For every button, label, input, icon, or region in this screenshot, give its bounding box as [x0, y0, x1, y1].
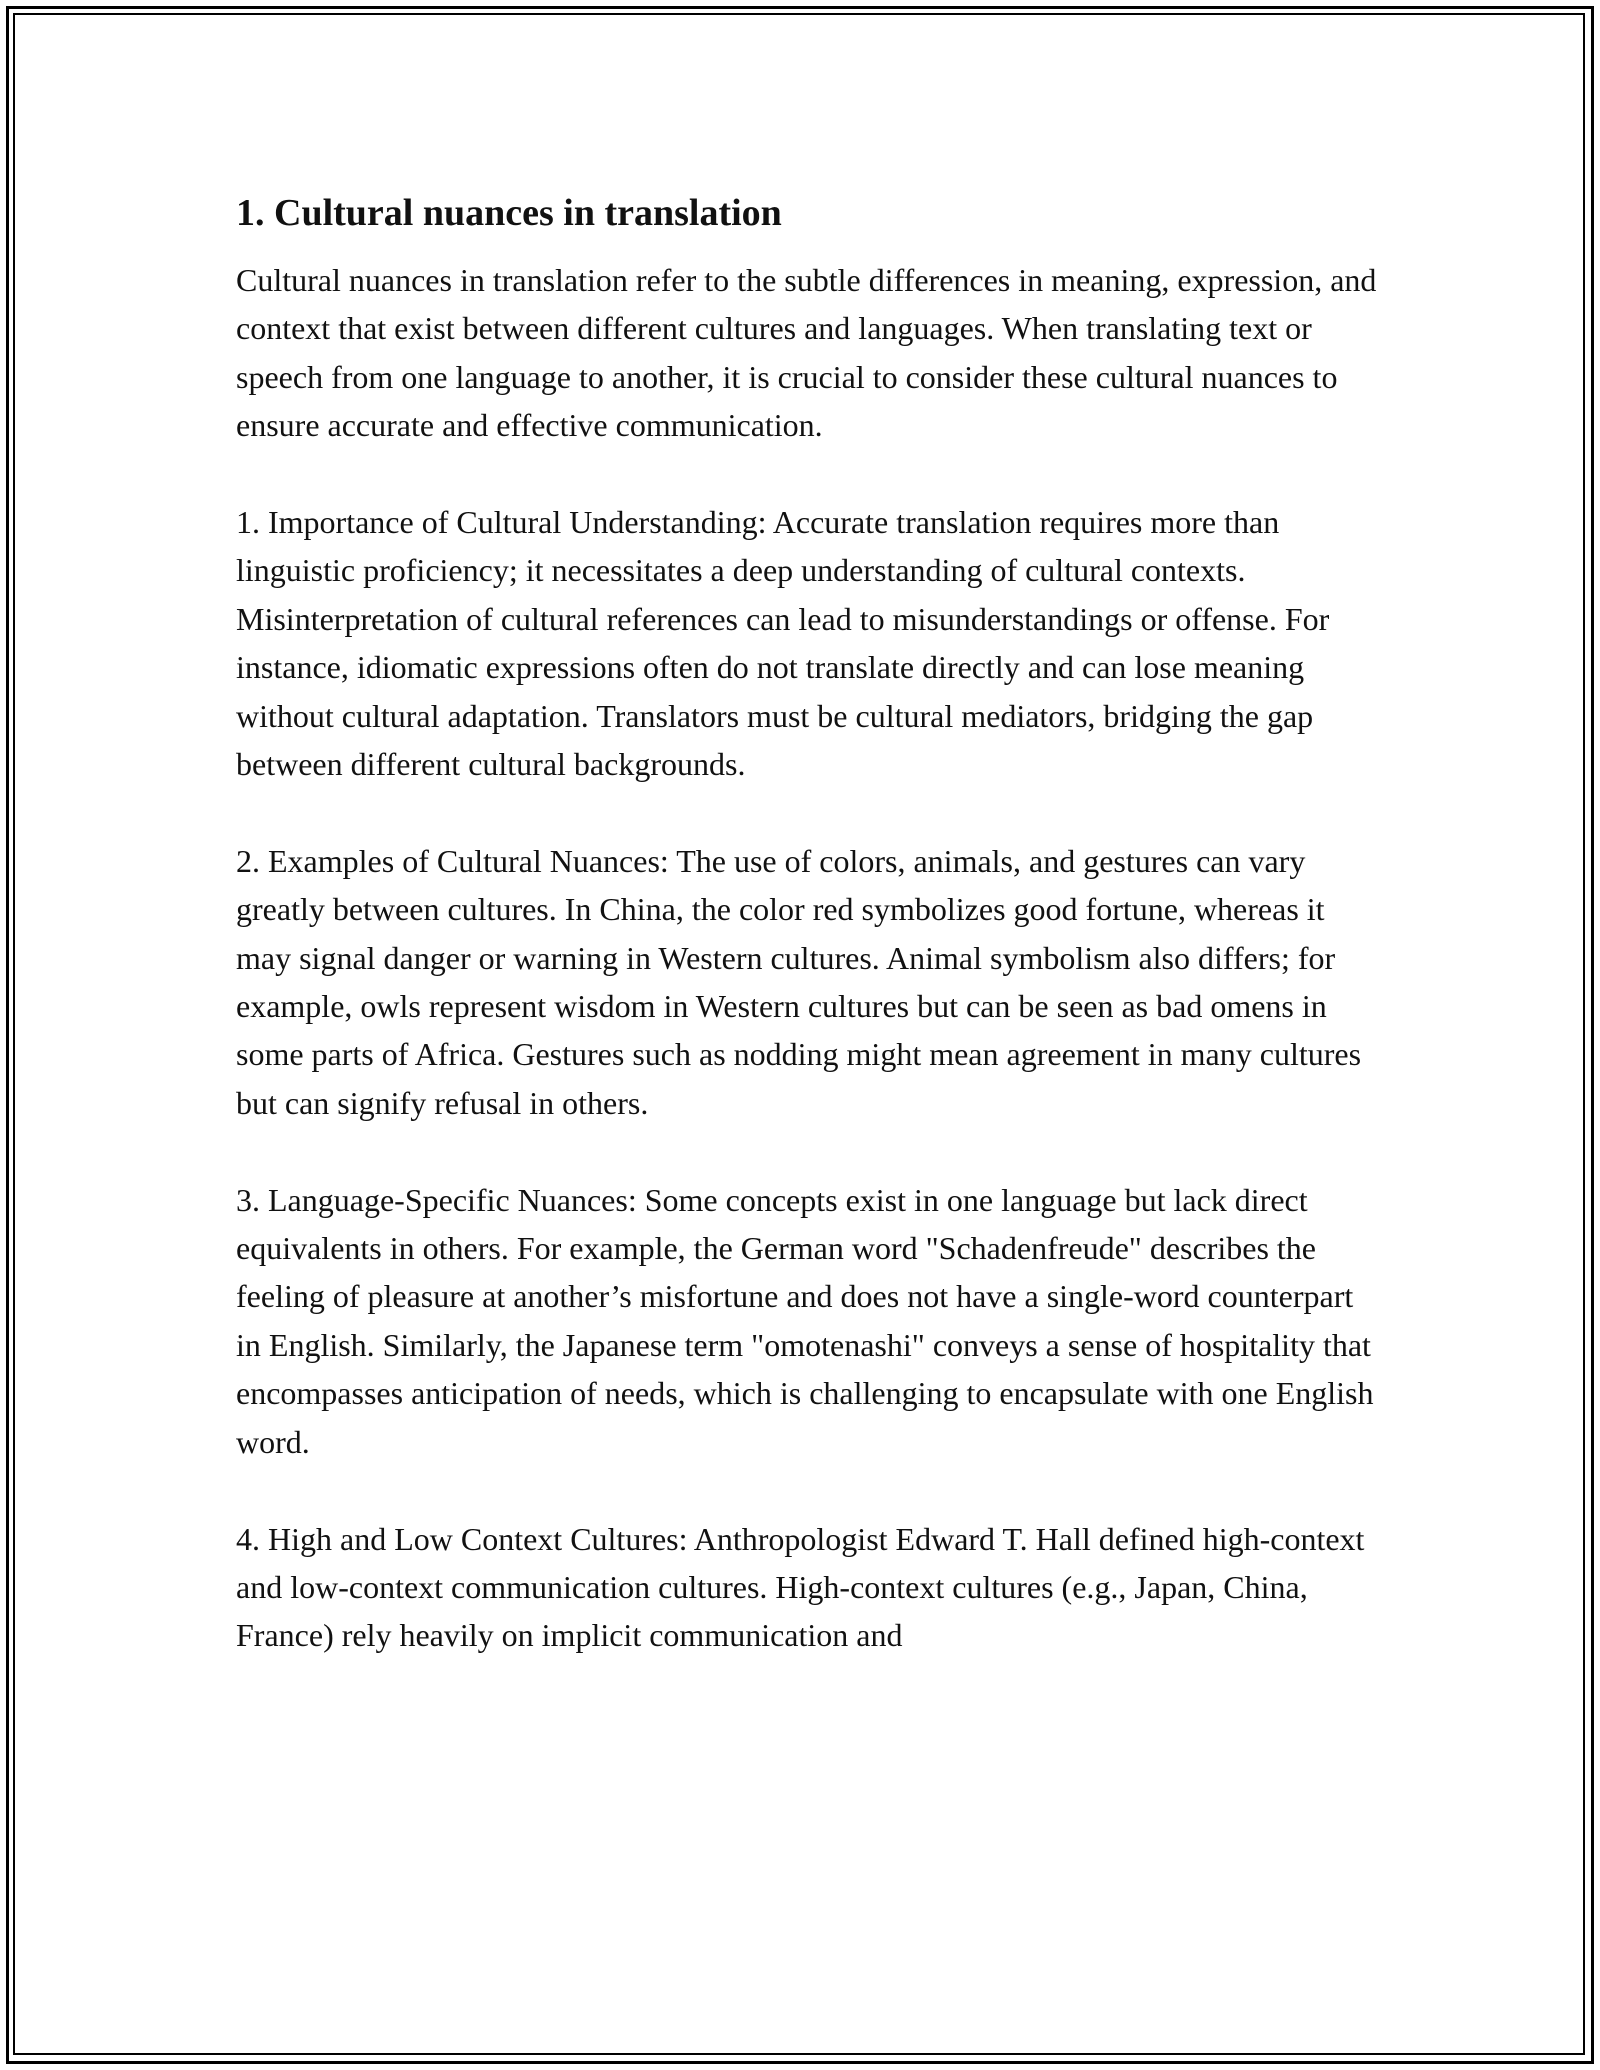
- document-body: [236, 186, 1386, 1708]
- paragraph-high-low-context: 4. High and Low Context Cultures: Anthropologist Edward T. Hall defined high-context and low-context communication cultures. High-context cultures (e.g., Japan, China, France) rely heavily on implicit communication and: [236, 1520, 1365, 1654]
- paragraph-examples-of-nuances: 2. Examples of Cultural Nuances: The use of colors, animals, and gestures can vary greatly between cultures. In China, the color red symbolizes good fortune, whereas it may signal danger or warning in Western cultures. Animal symbolism also differs; for example, owls represent wisdom in Western cultures but can be seen as bad omens in some parts of Africa. Gestures such as nodding might mean agreement in many cultures but can signify refusal in others.: [236, 842, 1362, 1121]
- intro-paragraph: Cultural nuances in translation refer to the subtle differences in meaning, expression, and context that exist between different cultures and languages. When translating text or speech from one language to another, it is crucial to consider these cultural nuances to ensure accurate and effective communication.: [236, 262, 1377, 444]
- paragraph-cultural-understanding: 1. Importance of Cultural Understanding: Accurate translation requires more than linguistic proficiency; it necessitates a deep understanding of cultural contexts. Misinterpretation of cultural references can lead to misunderstandings or offense. For instance, idiomatic expressions often do not translate directly and can lose meaning without cultural adaptation. Translators must be cultural mediators, bridging the gap between different cultural backgrounds.: [236, 504, 1330, 783]
- section-heading: 1. Cultural nuances in translation: [236, 192, 782, 234]
- paragraph-language-specific: 3. Language-Specific Nuances: Some concepts exist in one language but lack direct equivalents in others. For example, the German word "Schadenfreude" describes the feeling of pleasure at another’s misfortune and does not have a single-word counterpart in English. Similarly, the Japanese term "omotenashi" conveys a sense of hospitality that encompasses anticipation of needs, which is challenging to encapsulate with one English word.: [236, 1181, 1374, 1460]
